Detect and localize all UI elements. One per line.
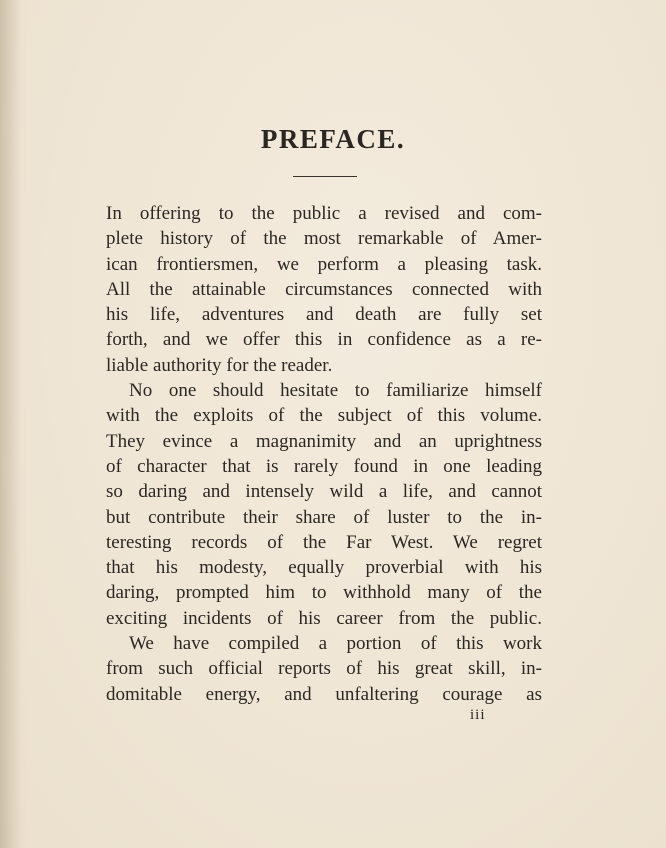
- page-number: iii: [470, 707, 486, 723]
- title-rule-divider: [293, 176, 357, 177]
- preface-body: [106, 201, 542, 707]
- text-line: with the exploits of the subject of this volume.: [106, 405, 542, 427]
- text-line: All the attainable circumstances connected with: [106, 278, 542, 300]
- text-line: his life, adventures and death are fully set: [106, 304, 542, 326]
- text-line: that his modesty, equally proverbial with his: [106, 557, 542, 579]
- text-line: teresting records of the Far West. We regret: [106, 531, 542, 553]
- text-line: liable authority for the reader.: [106, 354, 333, 376]
- page-title: PREFACE.: [260, 124, 406, 154]
- text-line: daring, prompted him to withhold many of the: [106, 582, 542, 604]
- text-line: In offering to the public a revised and com-: [106, 203, 542, 224]
- text-line: plete history of the most remarkable of Amer-: [106, 228, 542, 250]
- text-line: of character that is rarely found in one leading: [106, 455, 542, 477]
- text-line: No one should hesitate to familiarize himself: [129, 380, 542, 402]
- text-line: so daring and intensely wild a life, and cannot: [106, 481, 542, 503]
- text-line: They evince a magnanimity and an uprightness: [106, 430, 542, 452]
- text-line: domitable energy, and unfaltering courage as: [106, 683, 542, 705]
- text-line: but contribute their share of luster to the in-: [106, 506, 542, 528]
- text-line: exciting incidents of his career from the public.: [106, 607, 542, 629]
- text-line: ican frontiersmen, we perform a pleasing task.: [106, 253, 542, 275]
- text-line: forth, and we offer this in confidence as a re-: [106, 329, 542, 351]
- text-line: We have compiled a portion of this work: [129, 633, 542, 655]
- text-line: from such official reports of his great skill, in-: [106, 658, 542, 680]
